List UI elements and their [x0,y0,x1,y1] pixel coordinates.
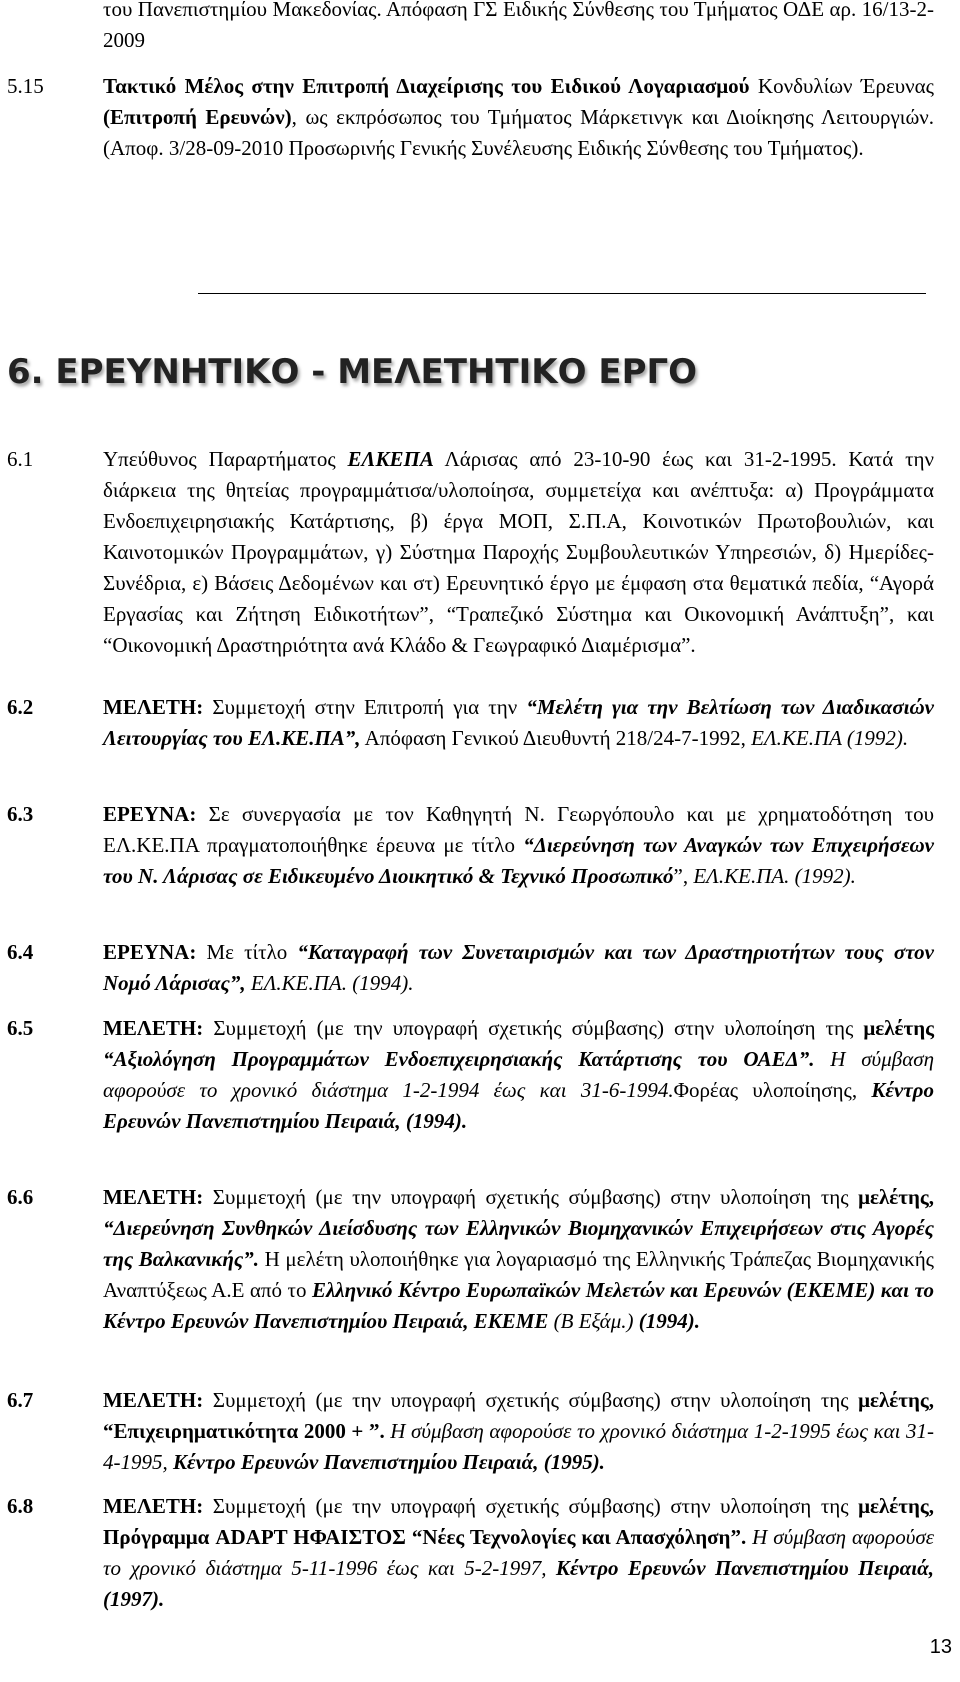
study-title: “Διερεύνηση Συνθηκών Διείσδυσης των Ελληνικών Βιομηχανικών Επιχειρήσεων στις Αγορές της Βαλκανικής”. [103,1216,934,1271]
item-text-part: Λάρισας από 23-10-90 έως και 31-2-1995. Κατά την διάρκεια της θητείας προγραμμάτισα/υλοποίησα, συμμετείχα και ανέπτυξα: α) Προγράμματα Ενδοεπιχειρησιακής Κατάρτισης, β) έργα ΜΟΠ, Σ.Π.Α, Κοινοτικών Πρωτοβουλιών, και Καινοτομικών Προγραμμάτων, γ) Σύστημα Παροχής Συμβουλευτικών Υπηρεσιών, δ) Ημερίδες-Συνέδρια, ε) Βάσεις Δεδομένων και στ) Ερευνητικό έργο με έμφαση στα θεματικά πεδία, “Αγορά Εργασίας και Ζήτηση Ειδικοτήτων”, “Τραπεζικό Σύστημα και Οικονομική Ανάπτυξη”, και “Οικονομική Δραστηριότητα ανά Κλάδο & Γεωγραφικό Διαμέρισμα”. [103,447,934,657]
contract-period: Η σύμβαση αφορούσε το χρονικό διάστημα 5-11-1996 έως και 5-2-1997, [103,1525,934,1580]
item-number: 6.1 [7,447,34,471]
org-name: ΕΛΚΕΠΑ [347,447,434,471]
intro-continuation [103,0,934,56]
study-title: “Διερεύνηση των Αναγκών των Επιχειρήσεων του Ν. Λάρισας σε Ειδικευμένο Διοικητικό & Τεχνικό Προσωπικό [103,833,934,888]
item-text-part: Σε συνεργασία με τον Καθηγητή Ν. Γεωργόπουλο και με χρηματοδότηση του ΕΛ.ΚΕ.ΠΑ πραγματοποιήθηκε έρευνα με τίτλο [103,802,934,857]
item-text-part: Συμμετοχή στην Επιτροπή για την [203,695,527,719]
study-title: μελέτης, “Επιχειρηματικότητα 2000 + ”. [103,1388,934,1443]
item-text [103,1491,934,1615]
item-text [103,1182,934,1337]
item-text-part: Υπεύθυνος Παραρτήματος [103,447,348,471]
item-year: (1994). [638,1309,700,1333]
item-text [103,1385,934,1478]
item-text-part: Με τίτλο [196,940,298,964]
item-text-part: , ως εκπρόσωπος του Τμήματος Μάρκετινγκ και Διοίκησης Λειτουργιών. (Αποφ. 3/28-09-2010 Προσωρινής Γενικής Συνέλευσης Ειδικής Σύνθεσης του Τμήματος). [103,105,935,160]
item-number: 6.3 [7,802,34,826]
item-label: ΜΕΛΕΤΗ: [103,1016,204,1040]
page-number: 13 [929,1636,952,1658]
item-source: Κέντρο Ερευνών Πανεπιστημίου Πειραιά, (1994). [103,1078,934,1133]
item-text-part: Απόφαση Γενικού Διευθυντή 218/24-7-1992, [360,726,752,750]
intro-text: του Πανεπιστημίου Μακεδονίας. Απόφαση ΓΣ Ειδικής Σύνθεσης του Τμήματος ΟΔΕ αρ. 16/13-2-2009 [103,0,934,52]
item-label: ΕΡΕΥΝΑ: [103,802,197,826]
item-text [103,71,934,164]
item-label: ΕΡΕΥΝΑ: [103,940,197,964]
item-text [103,692,934,754]
item-source: Κέντρο Ερευνών Πανεπιστημίου Πειραιά, (1997). [103,1556,934,1611]
item-label: ΜΕΛΕΤΗ: [103,1185,204,1209]
item-text [103,1013,934,1137]
item-text-part: Συμμετοχή (με την υπογραφή σχετικής σύμβασης) στην υλοποίηση της [203,1388,859,1412]
item-number: 6.8 [7,1494,34,1518]
item-text-part: Συμμετοχή (με την υπογραφή σχετικής σύμβασης) στην υλοποίηση της [203,1494,859,1518]
item-label: ΜΕΛΕΤΗ: [103,1494,204,1518]
item-label: ΜΕΛΕΤΗ: [103,695,204,719]
study-title: “Μελέτη για την Βελτίωση των Διαδικασιών Λειτουργίας του ΕΛ.ΚΕ.ΠΑ”, [103,695,934,750]
item-source: ΕΛ.ΚΕ.ΠΑ (1992). [751,726,909,750]
item-number: 6.5 [7,1016,34,1040]
item-number: 6.4 [7,940,34,964]
item-keyword: μελέτης, [858,1185,934,1209]
item-text-part: Συμμετοχή (με την υπογραφή σχετικής σύμβασης) στην υλοποίηση της [203,1185,859,1209]
item-text-part: Συμμετοχή (με την υπογραφή σχετικής σύμβασης) στην υλοποίηση της [203,1016,864,1040]
item-text [103,799,934,892]
item-text-part: Η μελέτη υλοποιήθηκε για λογαριασμό της Ελληνικής Τράπεζας Βιομηχανικής Αναπτύξεως Α.Ε από το [103,1247,934,1302]
item-text-part: Φορέας υλοποίησης, [673,1078,872,1102]
item-source: ΕΛ.ΚΕ.ΠΑ. (1994). [245,971,414,995]
item-source: Κέντρο Ερευνών Πανεπιστημίου Πειραιά, (1995). [167,1450,605,1474]
item-text-part: ”, [673,864,694,888]
item-number: 6.2 [7,695,34,719]
item-number: 6.7 [7,1388,34,1412]
item-period: (Β Εξάμ.) [548,1309,639,1333]
item-source: ΕΛ.ΚΕ.ΠΑ. (1992). [693,864,856,888]
item-title: Τακτικό Μέλος στην Επιτροπή Διαχείρισης του Ειδικού Λογαριασμού [103,74,750,98]
item-source: Ελληνικό Κέντρο Ευρωπαϊκών Μελετών και Ερευνών (ΕΚΕΜΕ) και το Κέντρο Ερευνών Πανεπιστημίου Πειραιά, ΕΚΕΜΕ [103,1278,934,1333]
section-heading: 6. ΕΡΕΥΝΗΤΙΚΟ - ΜΕΛΕΤΗΤΙΚΟ ΕΡΓΟ [7,352,698,392]
item-text-part: Κονδυλίων Έρευνας [749,74,934,98]
item-text [103,937,934,999]
item-number: 6.6 [7,1185,34,1209]
item-text [103,444,934,661]
contract-period: Η σύμβαση αφορούσε το χρονικό διάστημα 1-2-1995 έως και 31-4-1995, [103,1419,935,1474]
contract-period: Η σύμβαση αφορούσε το χρονικό διάστημα 1-2-1994 έως και 31-6-1994. [103,1047,934,1102]
horizontal-divider [198,293,926,294]
item-label: ΜΕΛΕΤΗ: [103,1388,204,1412]
item-number: 5.15 [7,74,44,98]
study-title: “Καταγραφή των Συνεταιρισμών και των Δραστηριοτήτων τους στον Νομό Λάρισας”, [103,940,934,995]
item-committee: (Επιτροπή Ερευνών) [103,105,292,129]
study-title: “Αξιολόγηση Προγραμμάτων Ενδοεπιχειρησιακής Κατάρτισης του ΟΑΕΔ”. [103,1047,815,1071]
item-keyword: μελέτης [863,1016,934,1040]
study-title: μελέτης, Πρόγραμμα ADAPT ΗΦΑΙΣΤΟΣ “Νέες Τεχνολογίες και Απασχόληση”. [103,1494,934,1549]
